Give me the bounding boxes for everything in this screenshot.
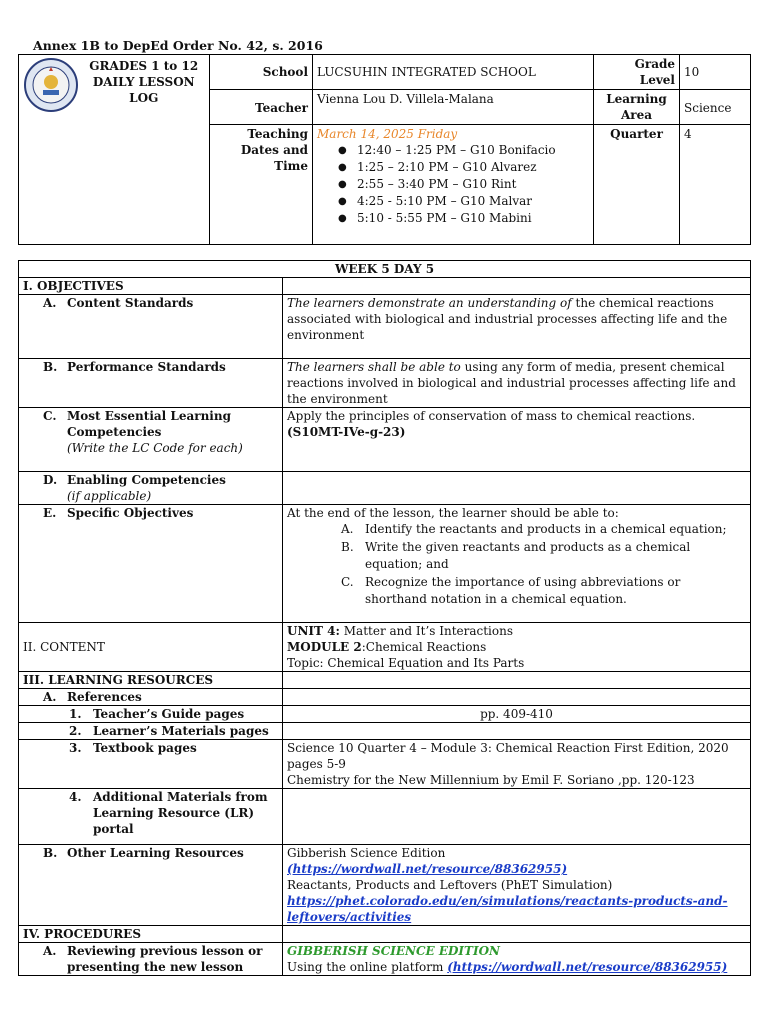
additional-materials-label: 4. Additional Materials from Learning Resource (LR) portal	[19, 789, 283, 845]
lm-label: 2. Learner’s Materials pages	[19, 723, 283, 740]
phet-link[interactable]: https://phet.colorado.edu/en/simulations/reactants-products-and-leftovers/activities	[287, 894, 728, 924]
enabling-label: D. Enabling Competencies (if applicable)	[19, 472, 283, 505]
procedures-heading: IV. PROCEDURES	[19, 926, 283, 943]
area-value: Science	[680, 90, 751, 125]
quarter-label: Quarter	[594, 125, 680, 245]
performance-standards-value: The learners shall be able to using any form of media, present chemical reactions involved in biological and industrial processes affecting life and the environment	[283, 359, 751, 408]
objective-item: B. Write the given reactants and products as a chemical equation; and	[341, 540, 691, 571]
date-value: March 14, 2025 Friday	[317, 127, 458, 141]
header-table	[18, 54, 751, 245]
review-link[interactable]: (https://wordwall.net/resource/88362955)	[447, 960, 728, 974]
textbook-label: 3. Textbook pages	[19, 740, 283, 789]
title-line-1: GRADES 1 to 12	[89, 59, 199, 73]
teacher-value: Vienna Lou D. Villela-Malana	[313, 90, 594, 125]
content-standards-value: The learners demonstrate an understanding of the chemical reactions associated with biological and industrial processes affecting life and the environment	[283, 295, 751, 359]
week-heading: WEEK 5 DAY 5	[19, 261, 751, 278]
content-heading: II. CONTENT	[19, 623, 283, 672]
school-value: LUCSUHIN INTEGRATED SCHOOL	[313, 55, 594, 90]
annex-title: Annex 1B to DepEd Order No. 42, s. 2016	[33, 38, 323, 53]
time-slot: ● 2:55 – 3:40 PM – G10 Rint	[357, 176, 589, 193]
objective-item: A. Identify the reactants and products in a chemical equation;	[341, 522, 727, 536]
time-slot: ● 5:10 - 5:55 PM – G10 Mabini	[357, 210, 589, 227]
area-label: Learning Area	[594, 90, 680, 125]
performance-standards-label: B. Performance Standards	[19, 359, 283, 408]
review-label: A. Reviewing previous lesson or presenting the new lesson	[19, 943, 283, 976]
quarter-value: 4	[680, 125, 751, 245]
objectives-heading: I. OBJECTIVES	[19, 278, 283, 295]
log-title	[79, 55, 210, 245]
seal-cell	[19, 55, 79, 245]
objective-item: C. Recognize the importance of using abbreviations or shorthand notation in a chemical equation.	[341, 575, 681, 606]
deped-seal-icon	[21, 55, 81, 115]
time-list	[317, 142, 589, 227]
wordwall-link[interactable]: (https://wordwall.net/resource/88362955)	[287, 862, 568, 876]
tg-value: pp. 409-410	[283, 706, 751, 723]
lesson-table	[18, 260, 751, 976]
melc-value: Apply the principles of conservation of mass to chemical reactions. (S10MT-IVe-g-23)	[283, 408, 751, 472]
references-label: A. References	[19, 689, 283, 706]
teacher-label: Teacher	[210, 90, 313, 125]
title-line-2: DAILY LESSON LOG	[92, 75, 195, 105]
specific-objectives-value: At the end of the lesson, the learner should be able to: A. Identify the reactants and products in a chemical equation; B. Write the given reactants and products as a chemical equation; and C. Recognize the importance of using abbreviations or shorthand notation in a chemical equation.	[283, 505, 751, 623]
other-resources-value: Gibberish Science Edition (https://wordwall.net/resource/88362955) Reactants, Products and Leftovers (PhET Simulation) https://phet.colorado.edu/en/simulations/reactants-products-and-leftovers/activities	[283, 845, 751, 926]
resources-heading: III. LEARNING RESOURCES	[19, 672, 283, 689]
time-slot: ● 12:40 – 1:25 PM – G10 Bonifacio	[357, 142, 589, 159]
time-slot: ● 1:25 – 2:10 PM – G10 Alvarez	[357, 159, 589, 176]
grade-label: Grade Level	[594, 55, 680, 90]
grade-value: 10	[680, 55, 751, 90]
textbook-value: Science 10 Quarter 4 – Module 3: Chemical Reaction First Edition, 2020 pages 5-9 Chemistry for the New Millennium by Emil F. Soriano ,pp. 120-123	[283, 740, 751, 789]
content-value: UNIT 4: Matter and It’s Interactions MODULE 2:Chemical Reactions Topic: Chemical Equation and Its Parts	[283, 623, 751, 672]
time-slot: ● 4:25 - 5:10 PM – G10 Malvar	[357, 193, 589, 210]
specific-objectives-label: E. Specific Objectives	[19, 505, 283, 623]
dates-cell	[313, 125, 594, 245]
review-value: GIBBERISH SCIENCE EDITION Using the online platform (https://wordwall.net/resource/88362955)	[283, 943, 751, 976]
melc-label: C. Most Essential Learning Competencies (Write the LC Code for each)	[19, 408, 283, 472]
content-standards-label: A. Content Standards	[19, 295, 283, 359]
dates-label: Teaching Dates and Time	[210, 125, 313, 245]
school-label: School	[210, 55, 313, 90]
tg-label: 1. Teacher’s Guide pages	[19, 706, 283, 723]
other-resources-label: B. Other Learning Resources	[19, 845, 283, 926]
